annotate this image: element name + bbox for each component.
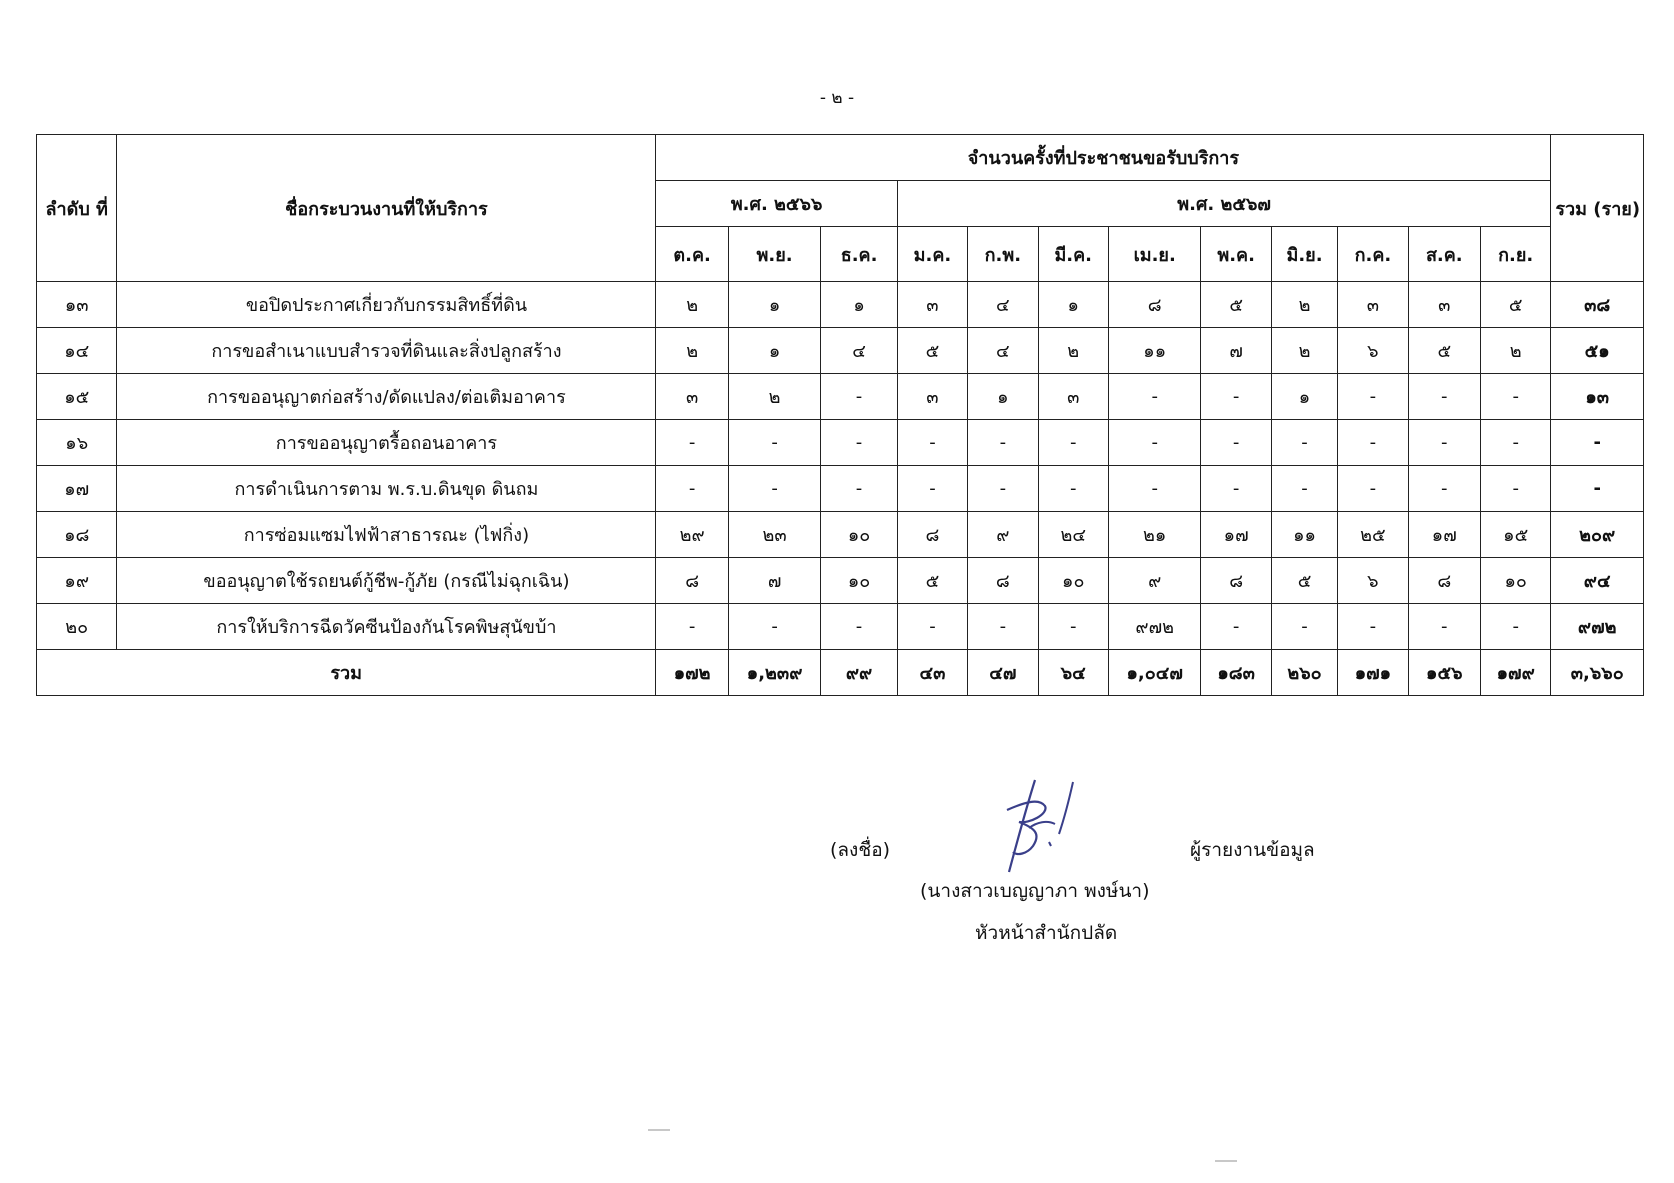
table-body [37,282,1644,696]
table-row [37,512,1644,558]
row-month-value: - [1480,374,1550,420]
row-month-value: ๒ [1480,328,1550,374]
row-month-value: ๒๑ [1108,512,1201,558]
header-month: ต.ค. [656,227,728,282]
row-month-value: ๘ [1408,558,1480,604]
row-month-value: ๓ [1338,282,1408,328]
row-month-value: ๙๗๒ [1108,604,1201,650]
summary-label: รวม [37,650,656,696]
row-total: - [1551,420,1644,466]
row-month-value: ๑๕ [1480,512,1550,558]
row-service-name: การขออนุญาตรื้อถอนอาคาร [117,420,656,466]
row-month-value: - [1271,420,1337,466]
row-month-value: - [1408,420,1480,466]
row-month-value: - [821,420,897,466]
row-month-value: - [656,604,728,650]
row-month-value: - [1038,604,1108,650]
row-sequence: ๑๕ [37,374,117,420]
row-month-value: ๒๕ [1338,512,1408,558]
row-month-value: ๑๐ [821,558,897,604]
header-year-2566: พ.ศ. ๒๕๖๖ [656,181,897,227]
row-month-value: ๘ [968,558,1038,604]
scan-artifact [1215,1160,1237,1162]
row-month-value: - [1038,420,1108,466]
row-month-value: ๒๙ [656,512,728,558]
row-month-value: ๑๑ [1271,512,1337,558]
row-total: ๙๗๒ [1551,604,1644,650]
row-month-value: - [1201,374,1271,420]
row-month-value: ๕ [1480,282,1550,328]
row-sequence: ๑๘ [37,512,117,558]
row-month-value: - [1108,466,1201,512]
grand-total: ๓,๖๖๐ [1551,650,1644,696]
summary-month-value: ๑๕๖ [1408,650,1480,696]
row-sequence: ๑๗ [37,466,117,512]
row-month-value: ๒ [656,328,728,374]
header-month: ส.ค. [1408,227,1480,282]
row-month-value: ๑๐ [1038,558,1108,604]
reporter-label: ผู้รายงานข้อมูล [1190,839,1315,861]
table-row [37,374,1644,420]
row-month-value: - [897,420,967,466]
row-month-value: - [821,466,897,512]
row-month-value: - [1201,420,1271,466]
row-month-value: - [1408,374,1480,420]
summary-month-value: ๔๗ [968,650,1038,696]
row-month-value: ๒ [1271,282,1337,328]
row-month-value: ๒ [656,282,728,328]
row-month-value: ๘ [656,558,728,604]
row-service-name: การขออนุญาตก่อสร้าง/ดัดแปลง/ต่อเติมอาคาร [117,374,656,420]
header-total: รวม (ราย) [1551,135,1644,282]
row-month-value: ๔ [968,328,1038,374]
row-month-value: ๙ [968,512,1038,558]
table-row [37,420,1644,466]
row-total: ๕๑ [1551,328,1644,374]
row-month-value: ๕ [1201,282,1271,328]
summary-month-value: ๑,๒๓๙ [728,650,821,696]
reporter-full-name: (นางสาวเบญญาภา พงษ์นา) [920,880,1150,902]
summary-month-value: ๔๓ [897,650,967,696]
row-month-value: - [1408,604,1480,650]
row-month-value: ๓ [1408,282,1480,328]
row-month-value: - [821,374,897,420]
header-month: ก.ย. [1480,227,1550,282]
row-month-value: ๒ [1038,328,1108,374]
row-month-value: ๓ [897,282,967,328]
row-month-value: ๑๗ [1408,512,1480,558]
summary-row [37,650,1644,696]
row-month-value: - [1338,466,1408,512]
summary-month-value: ๑๗๑ [1338,650,1408,696]
row-month-value: ๒๔ [1038,512,1108,558]
header-month: พ.ย. [728,227,821,282]
row-month-value: - [1271,466,1337,512]
row-month-value: ๓ [897,374,967,420]
row-month-value: ๕ [1408,328,1480,374]
row-month-value: - [728,420,821,466]
header-month: ก.ค. [1338,227,1408,282]
row-month-value: ๔ [821,328,897,374]
row-month-value: ๖ [1338,328,1408,374]
row-sequence: ๒๐ [37,604,117,650]
row-month-value: - [1038,466,1108,512]
row-month-value: ๑ [821,282,897,328]
table-row [37,282,1644,328]
row-month-value: ๓ [656,374,728,420]
row-sequence: ๑๙ [37,558,117,604]
summary-month-value: ๑๗๙ [1480,650,1550,696]
page-number: - ๒ - [819,88,855,108]
row-total: - [1551,466,1644,512]
row-month-value: - [656,420,728,466]
row-sequence: ๑๓ [37,282,117,328]
row-month-value: ๑ [968,374,1038,420]
row-month-value: ๕ [897,328,967,374]
row-month-value: ๓ [1038,374,1108,420]
row-month-value: ๙ [1108,558,1201,604]
reporter-position: หัวหน้าสำนักปลัด [975,922,1118,944]
header-month: เม.ย. [1108,227,1201,282]
summary-month-value: ๑,๐๔๗ [1108,650,1201,696]
row-month-value: - [1338,420,1408,466]
header-year-2567: พ.ศ. ๒๕๖๗ [897,181,1551,227]
row-month-value: ๑๗ [1201,512,1271,558]
row-month-value: ๗ [1201,328,1271,374]
row-month-value: ๘ [1201,558,1271,604]
row-month-value: ๗ [728,558,821,604]
row-month-value: - [1480,420,1550,466]
row-total: ๓๘ [1551,282,1644,328]
row-service-name: การดำเนินการตาม พ.ร.บ.ดินขุด ดินถม [117,466,656,512]
header-request-count: จำนวนครั้งที่ประชาชนขอรับบริการ [656,135,1551,181]
row-service-name: การซ่อมแซมไฟฟ้าสาธารณะ (ไฟกิ่ง) [117,512,656,558]
summary-month-value: ๖๔ [1038,650,1108,696]
summary-month-value: ๑๘๓ [1201,650,1271,696]
row-sequence: ๑๔ [37,328,117,374]
table-row [37,466,1644,512]
scan-artifact [648,1129,670,1131]
row-month-value: ๑ [1271,374,1337,420]
row-month-value: - [1338,604,1408,650]
row-month-value: ๕ [897,558,967,604]
sign-label: (ลงชื่อ) [830,839,891,861]
row-service-name: การขอสำเนาแบบสำรวจที่ดินและสิ่งปลูกสร้าง [117,328,656,374]
row-month-value: ๑๐ [821,512,897,558]
header-month: ม.ค. [897,227,967,282]
row-month-value: ๒๓ [728,512,821,558]
row-month-value: - [821,604,897,650]
row-total: ๒๐๙ [1551,512,1644,558]
row-month-value: ๘ [897,512,967,558]
row-month-value: ๑๑ [1108,328,1201,374]
row-month-value: - [1201,604,1271,650]
service-statistics-table [36,134,1644,696]
row-month-value: - [897,604,967,650]
row-month-value: ๖ [1338,558,1408,604]
row-month-value: ๔ [968,282,1038,328]
row-month-value: - [1408,466,1480,512]
row-month-value: - [968,466,1038,512]
row-month-value: ๒ [728,374,821,420]
header-month: มิ.ย. [1271,227,1337,282]
row-month-value: - [656,466,728,512]
row-month-value: - [728,466,821,512]
header-month: พ.ค. [1201,227,1271,282]
table-row [37,328,1644,374]
row-total: ๙๔ [1551,558,1644,604]
row-month-value: ๑๐ [1480,558,1550,604]
table-row [37,604,1644,650]
summary-month-value: ๑๗๒ [656,650,728,696]
row-month-value: - [1338,374,1408,420]
header-service-name: ชื่อกระบวนงานที่ให้บริการ [117,135,656,282]
row-month-value: ๕ [1271,558,1337,604]
row-month-value: - [728,604,821,650]
row-service-name: ขออนุญาตใช้รถยนต์กู้ชีพ-กู้ภัย (กรณีไม่ฉุกเฉิน) [117,558,656,604]
header-month: ก.พ. [968,227,1038,282]
row-service-name: ขอปิดประกาศเกี่ยวกับกรรมสิทธิ์ที่ดิน [117,282,656,328]
row-sequence: ๑๖ [37,420,117,466]
handwritten-signature [995,772,1105,882]
row-month-value: ๑ [728,328,821,374]
row-month-value: - [1480,466,1550,512]
row-month-value: - [968,420,1038,466]
row-month-value: ๑ [728,282,821,328]
summary-month-value: ๙๙ [821,650,897,696]
header-month: ธ.ค. [821,227,897,282]
row-month-value: - [897,466,967,512]
row-total: ๑๓ [1551,374,1644,420]
row-month-value: ๒ [1271,328,1337,374]
row-month-value: - [1201,466,1271,512]
header-sequence: ลำดับ ที่ [37,135,117,282]
row-month-value: ๘ [1108,282,1201,328]
row-month-value: - [1108,374,1201,420]
summary-month-value: ๒๖๐ [1271,650,1337,696]
table-row [37,558,1644,604]
row-month-value: - [1271,604,1337,650]
header-month: มี.ค. [1038,227,1108,282]
row-month-value: ๑ [1038,282,1108,328]
row-month-value: - [1108,420,1201,466]
row-month-value: - [968,604,1038,650]
row-service-name: การให้บริการฉีดวัคซีนป้องกันโรคพิษสุนัขบ้า [117,604,656,650]
row-month-value: - [1480,604,1550,650]
